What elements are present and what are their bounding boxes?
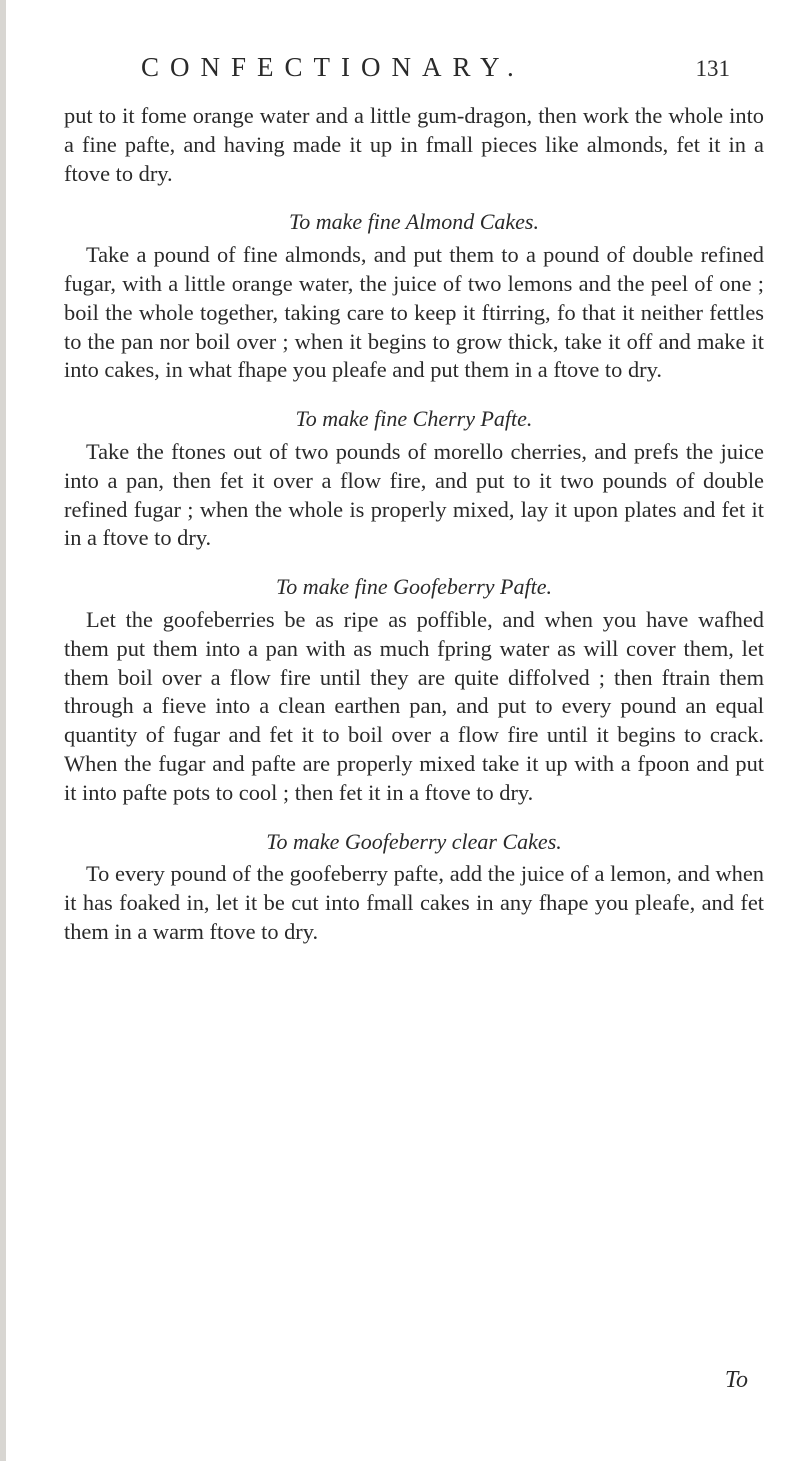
page-body [64, 102, 764, 947]
recipe-heading-cherry-paste: To make fine Cherry Pafte. [295, 406, 533, 432]
running-header [141, 52, 730, 92]
recipe-text-almond-cakes: Take a pound of fine almonds, and put them to a pound of double refined fugar, with a little orange water, the juice of two lemons and the peel of one ; boil the whole together, taking care to keep it ftirring, fo that it neither fettles to the pan nor boil over ; when it begins to grow thick, take it off and make it into cakes, in what fhape you pleafe and put them in a ftove to dry. [64, 242, 764, 383]
recipe-heading-gooseberry-paste: To make fine Goofeberry Pafte. [276, 574, 552, 600]
catchword: To [724, 1367, 748, 1393]
continuation-paragraph: put to it fome orange water and a little gum-dragon, then work the whole into a fine pafte, and having made it up in fmall pieces like almonds, fet it in a ftove to dry. [64, 103, 764, 186]
recipe-heading-almond-cakes: To make fine Almond Cakes. [289, 209, 539, 235]
recipe-heading-gooseberry-clear-cakes: To make Goofeberry clear Cakes. [266, 828, 562, 854]
page-number: 131 [695, 56, 730, 81]
recipe-text-gooseberry-paste: Let the goofeberries be as ripe as poffible, and when you have wafhed them put them into a pan with as much fpring water as will cover them, let them boil over a flow fire until they are quite diffolved ; then ftrain them through a fieve into a clean earthen pan, and put to every pound an equal quantity of fugar and fet it to boil over a flow fire until it begins to crack. When the fugar and pafte are properly mixed take it up with a fpoon and put it into pafte pots to cool ; then fet it in a ftove to dry. [64, 606, 764, 805]
recipe-text-cherry-paste: Take the ftones out of two pounds of morello cherries, and prefs the juice into a pan, then fet it over a flow fire, and put to it two pounds of double refined fugar ; when the whole is properly mixed, lay it upon plates and fet it in a ftove to dry. [64, 438, 764, 551]
running-title: CONFECTIONARY. [141, 52, 525, 82]
recipe-text-gooseberry-clear-cakes: To every pound of the goofeberry pafte, add the juice of a lemon, and when it has foaked in, let it be cut into fmall cakes in any fhape you pleafe, and fet them in a warm ftove to dry. [64, 861, 764, 944]
